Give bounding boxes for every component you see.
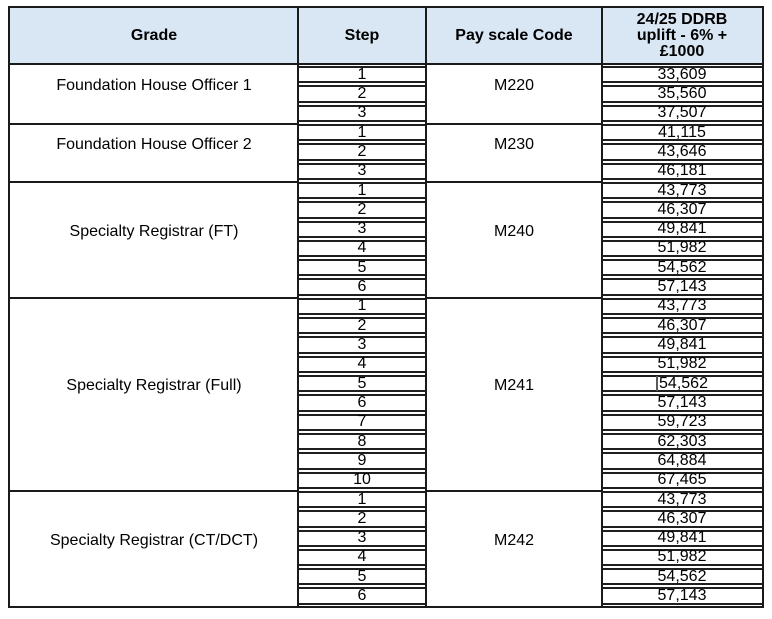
value-text: 54,562 bbox=[657, 258, 707, 276]
grade-cell: Specialty Registrar (Full) bbox=[10, 297, 298, 490]
header-label-uplift: 24/25 DDRB uplift - 6% + £1000 bbox=[636, 10, 728, 60]
value-cell bbox=[602, 472, 762, 489]
value-text: 54,562 bbox=[659, 374, 708, 392]
value-cell bbox=[602, 375, 762, 392]
value-cell bbox=[602, 414, 762, 431]
header-cell-pay-scale-code bbox=[426, 8, 602, 63]
value-cell bbox=[602, 336, 762, 353]
value-text: 51,982 bbox=[657, 355, 707, 373]
value-cell bbox=[602, 259, 762, 276]
value-cell bbox=[602, 66, 762, 83]
step-cell: 3 bbox=[298, 221, 426, 238]
step-cell: 2 bbox=[298, 143, 426, 160]
value-text: 64,884 bbox=[657, 451, 707, 469]
value-cell bbox=[602, 394, 762, 411]
value-cell bbox=[602, 587, 762, 604]
value-cell bbox=[602, 124, 762, 141]
value-cell bbox=[602, 317, 762, 334]
value-text: 57,143 bbox=[657, 278, 707, 296]
step-cell: 1 bbox=[298, 124, 426, 141]
grade-cell: Foundation House Officer 2 bbox=[10, 123, 298, 181]
step-cell: 3 bbox=[298, 163, 426, 180]
value-text: 59,723 bbox=[657, 413, 707, 431]
value-text: 43,646 bbox=[657, 142, 707, 160]
step-cell: 9 bbox=[298, 452, 426, 469]
value-cell bbox=[602, 143, 762, 160]
step-cell: 7 bbox=[298, 414, 426, 431]
value-text: 46,307 bbox=[657, 316, 707, 334]
value-cell bbox=[602, 356, 762, 373]
value-text: 49,841 bbox=[657, 220, 707, 238]
step-cell: 3 bbox=[298, 530, 426, 547]
step-cell: 6 bbox=[298, 587, 426, 604]
header-cell-grade bbox=[10, 8, 298, 63]
code-cell: M240 bbox=[426, 181, 602, 297]
step-cell: 2 bbox=[298, 510, 426, 527]
value-text: 51,982 bbox=[657, 548, 707, 566]
table-body bbox=[10, 65, 762, 606]
step-cell: 4 bbox=[298, 356, 426, 373]
header-cell-uplift bbox=[602, 8, 762, 63]
step-cell: 8 bbox=[298, 433, 426, 450]
grade-cell: Specialty Registrar (FT) bbox=[10, 181, 298, 297]
code-cell: M241 bbox=[426, 297, 602, 490]
value-text: 41,115 bbox=[658, 123, 706, 141]
step-cell: 6 bbox=[298, 394, 426, 411]
value-text: 37,507 bbox=[657, 104, 707, 122]
step-cell: 2 bbox=[298, 85, 426, 102]
value-cell bbox=[602, 163, 762, 180]
value-text: 49,841 bbox=[657, 336, 707, 354]
value-cell bbox=[602, 105, 762, 122]
value-text: 46,307 bbox=[657, 509, 707, 527]
step-cell: 2 bbox=[298, 317, 426, 334]
step-cell: 1 bbox=[298, 298, 426, 315]
value-cell bbox=[602, 85, 762, 102]
step-cell: 3 bbox=[298, 336, 426, 353]
step-cell: 5 bbox=[298, 259, 426, 276]
header-cell-step bbox=[298, 8, 426, 63]
header-label-step: Step bbox=[344, 26, 380, 44]
value-text: 67,465 bbox=[657, 471, 707, 489]
value-cell bbox=[602, 221, 762, 238]
step-cell: 1 bbox=[298, 182, 426, 199]
value-text: 57,143 bbox=[657, 587, 707, 605]
value-text: 33,609 bbox=[657, 65, 707, 83]
value-cell bbox=[602, 298, 762, 315]
code-cell: M242 bbox=[426, 490, 602, 606]
value-text: 46,181 bbox=[657, 162, 707, 180]
step-cell: 5 bbox=[298, 568, 426, 585]
step-cell: 10 bbox=[298, 472, 426, 489]
code-cell: M230 bbox=[426, 123, 602, 181]
step-cell: 6 bbox=[298, 278, 426, 295]
pay-scale-table bbox=[8, 6, 764, 608]
step-cell: 3 bbox=[298, 105, 426, 122]
value-text: 43,773 bbox=[657, 181, 707, 199]
value-text: 62,303 bbox=[657, 432, 707, 450]
value-text: 46,307 bbox=[657, 200, 707, 218]
value-cell bbox=[602, 278, 762, 295]
grade-cell: Foundation House Officer 1 bbox=[56, 76, 252, 94]
value-cell bbox=[602, 510, 762, 527]
value-text: 43,773 bbox=[657, 297, 707, 315]
code-cell: M220 bbox=[493, 76, 535, 94]
header-label-pay-scale-code: Pay scale Code bbox=[455, 26, 573, 44]
value-cell bbox=[602, 452, 762, 469]
value-cell bbox=[602, 240, 762, 257]
value-cell bbox=[602, 568, 762, 585]
step-cell: 5 bbox=[298, 375, 426, 392]
column-divider bbox=[601, 8, 603, 606]
value-cell bbox=[602, 491, 762, 508]
value-cell bbox=[602, 433, 762, 450]
value-text: 51,982 bbox=[657, 239, 707, 257]
text-caret bbox=[656, 376, 658, 391]
value-text: 43,773 bbox=[657, 490, 707, 508]
value-cell bbox=[602, 530, 762, 547]
value-text: 54,562 bbox=[657, 567, 707, 585]
value-text: 49,841 bbox=[657, 529, 707, 547]
column-divider bbox=[297, 8, 299, 606]
value-cell bbox=[602, 201, 762, 218]
header-label-grade: Grade bbox=[130, 26, 178, 44]
value-text: 35,560 bbox=[657, 84, 707, 102]
step-cell: 1 bbox=[298, 491, 426, 508]
step-cell: 4 bbox=[298, 549, 426, 566]
value-cell bbox=[602, 549, 762, 566]
step-cell: 4 bbox=[298, 240, 426, 257]
grade-cell: Specialty Registrar (CT/DCT) bbox=[10, 490, 298, 606]
value-text: 57,143 bbox=[657, 393, 707, 411]
value-cell bbox=[602, 182, 762, 199]
step-cell: 1 bbox=[298, 66, 426, 83]
table-header bbox=[10, 8, 762, 65]
column-divider bbox=[425, 8, 427, 606]
step-cell: 2 bbox=[298, 201, 426, 218]
